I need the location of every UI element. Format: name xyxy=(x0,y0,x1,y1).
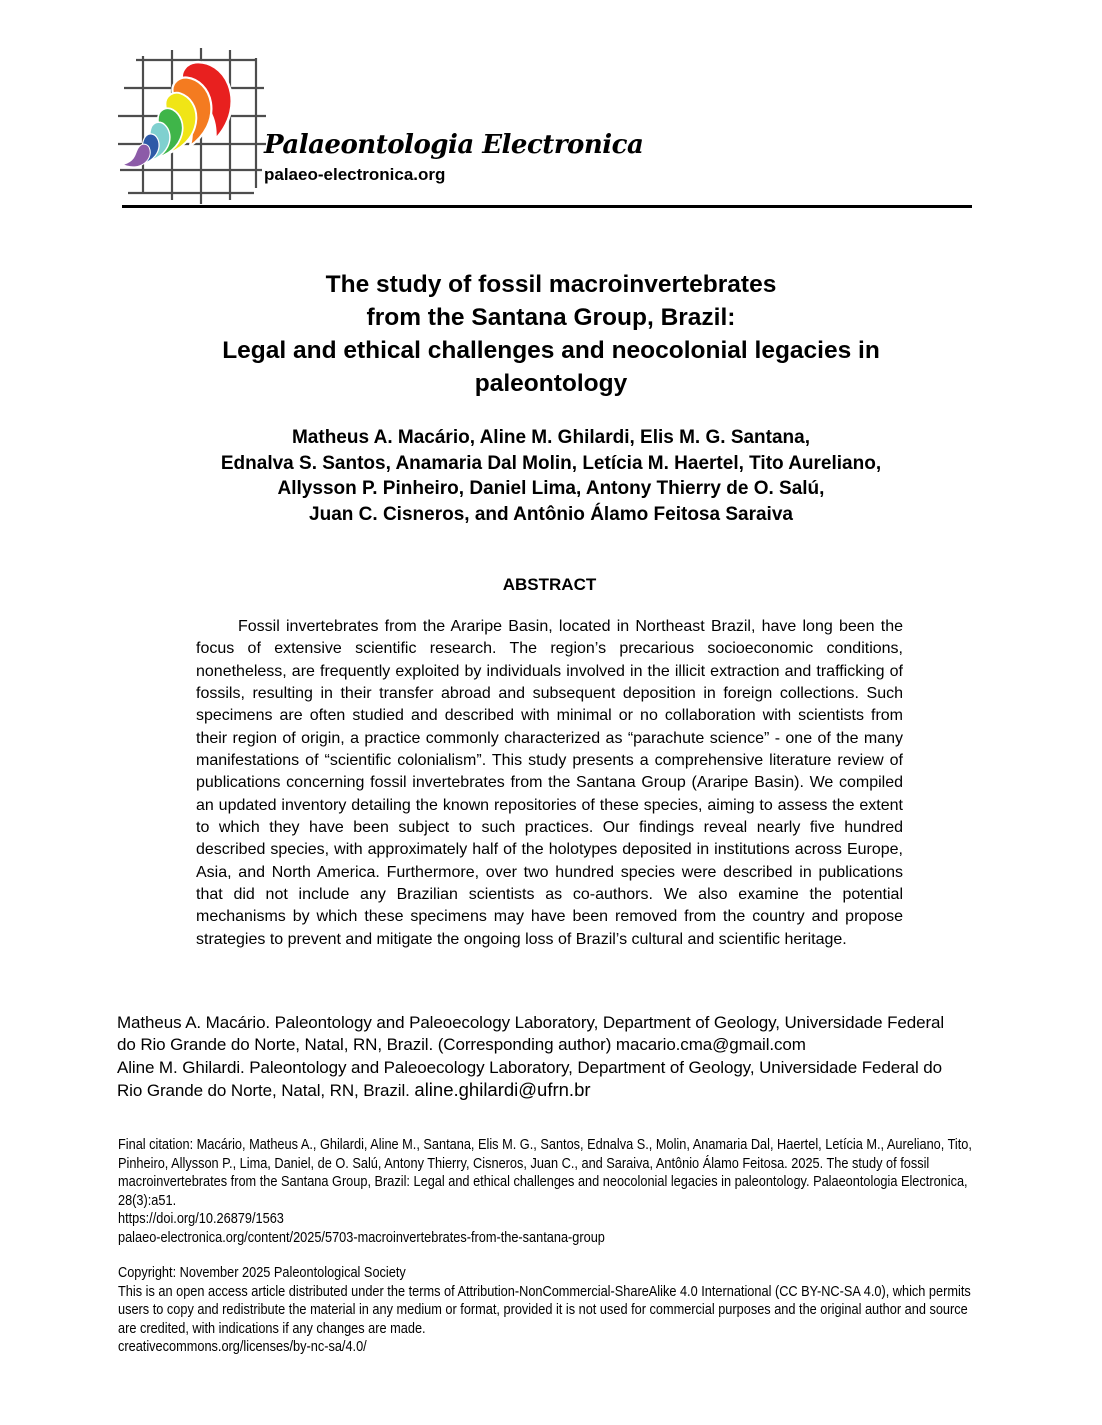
journal-logo xyxy=(106,48,276,210)
article-title xyxy=(0,268,1102,400)
copyright-line: Copyright: November 2025 Paleontological Society xyxy=(118,1264,406,1281)
corresponding-author-email[interactable]: macario.cma@gmail.com xyxy=(615,1035,806,1055)
author-email[interactable]: aline.ghilardi@ufrn.br xyxy=(414,1079,591,1101)
abstract-heading: ABSTRACT xyxy=(502,575,597,594)
author-list xyxy=(0,425,1102,527)
author-line: Ednalva S. Santos, Anamaria Dal Molin, Letícia M. Haertel, Tito Aureliano, xyxy=(220,452,882,474)
affiliation-text: Aline M. Ghilardi. Paleontology and Paleoecology Laboratory, Department of Geology, Universidade Federal do Rio Grande do Norte, Natal, RN, Brazil. xyxy=(117,1057,942,1101)
journal-name: Palaeontologia Electronica xyxy=(264,130,644,160)
header-divider xyxy=(122,205,972,208)
affiliations-block xyxy=(117,1012,963,1103)
article-title-line: paleontology xyxy=(474,370,628,397)
article-title-line: from the Santana Group, Brazil: xyxy=(366,304,736,331)
logo-birds xyxy=(120,54,244,174)
license-url-link[interactable]: creativecommons.org/licenses/by-nc-sa/4.0/ xyxy=(118,1338,367,1356)
article-url-link[interactable]: palaeo-electronica.org/content/2025/5703-macroinvertebrates-from-the-santana-group xyxy=(118,1228,605,1246)
article-title-line: Legal and ethical challenges and neocolonial legacies in xyxy=(222,337,880,364)
author-line: Juan C. Cisneros, and Antônio Álamo Feitosa Saraiva xyxy=(309,503,793,525)
final-citation-block xyxy=(118,1136,978,1248)
journal-header xyxy=(264,128,643,186)
bird-fan-grid-icon xyxy=(106,48,276,210)
affiliation-text: Matheus A. Macário. Paleontology and Paleoecology Laboratory, Department of Geology, Universidade Federal do Rio Grande do Norte, Natal, RN, Brazil. (Corresponding author) xyxy=(117,1013,945,1055)
copyright-block xyxy=(118,1264,978,1357)
affiliation-entry xyxy=(117,1057,963,1103)
license-text: This is an open access article distributed under the terms of Attribution-NonCommercial-ShareAlike 4.0 International (CC BY-NC-SA 4.0), which permits users to copy and redistribute the material in any medium or format, provided it is not used for commercial purposes and the original author and source are credited, with indications if any changes are made. xyxy=(118,1282,971,1337)
doi-link[interactable]: https://doi.org/10.26879/1563 xyxy=(118,1210,284,1228)
article-title-line: The study of fossil macroinvertebrates xyxy=(325,271,777,298)
final-citation-text: Final citation: Macário, Matheus A., Ghilardi, Aline M., Santana, Elis M. G., Santos, Ednalva S., Molin, Anamaria Dal, Haertel, Letícia M., Aureliano, Tito, Pinheiro, Allysson P., Lima, Daniel, de O. Salú, Antony Thierry, Cisneros, Juan C., and Saraiva, Antônio Álamo Feitosa. 2025. The study of fossil macroinvertebrates from the Santana Group, Brazil: Legal and ethical challenges and neocolonial legacies in paleontology. Palaeontologia Electronica, 28(3):a51. xyxy=(118,1136,972,1209)
journal-website[interactable]: palaeo-electronica.org xyxy=(264,165,446,184)
abstract-text: Fossil invertebrates from the Araripe Basin, located in Northeast Brazil, have long been the focus of extensive scientific research. The region’s precarious socioeconomic conditions, nonetheless, are frequently exploited by individuals involved in the illicit extraction and trafficking of fossils, resulting in their transfer abroad and subsequent deposition in foreign collections. Such specimens are often studied and described with minimal or no collaboration with scientists from their region of origin, a practice commonly characterized as “parachute science” - one of the many manifestations of “scientific colonialism”. This study presents a comprehensive literature review of publications concerning fossil invertebrates from the Santana Group (Araripe Basin). We compiled an updated inventory detailing the known repositories of these species, aiming to assess the extent to which they have been subject to such practices. Our findings reveal nearly five hundred described species, with approximately half of the holotypes deposited in institutions across Europe, Asia, and North America. Furthermore, over two hundred species were described in publications that did not include any Brazilian scientists as co-authors. We also examine the potential mechanisms by which these specimens may have been removed from the country and propose strategies to prevent and mitigate the ongoing loss of Brazil’s cultural and scientific heritage. xyxy=(196,618,903,948)
author-line: Allysson P. Pinheiro, Daniel Lima, Antony Thierry de O. Salú, xyxy=(277,478,825,499)
affiliation-entry xyxy=(117,1012,963,1057)
author-line: Matheus A. Macário, Aline M. Ghilardi, Elis M. G. Santana, xyxy=(291,427,811,448)
